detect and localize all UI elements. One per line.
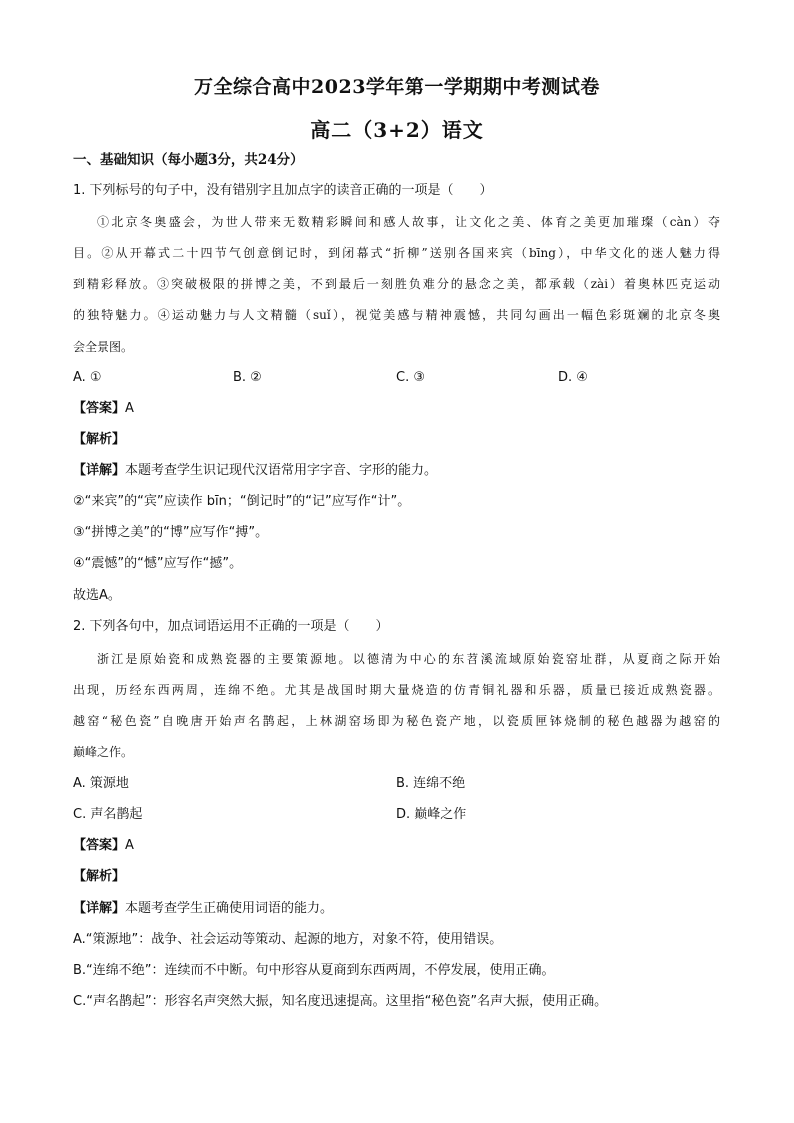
- q1-passage-line: 目。②从开幕式二十四节气创意倒记时，到闭幕式“折柳”送别各国来宾（bīng），中华文化的迷人魅力得: [73, 246, 721, 260]
- q2-explanation-line: C.“声名鹊起”：形容名声突然大振，知名度迅速提高。这里指“秘色瓷”名声大振，使用正确。: [73, 994, 608, 1009]
- detail-label: 【详解】: [73, 463, 126, 478]
- q2-detail: [73, 900, 333, 918]
- q2-option-b: B. 连绵不绝: [396, 776, 466, 791]
- q2-option-a: A. 策源地: [73, 776, 129, 791]
- q1-option-d: D. ④: [558, 370, 588, 385]
- answer-value: A: [125, 401, 134, 416]
- q2-passage-line: 巅峰之作。: [73, 745, 134, 759]
- analysis-label: 【解析】: [73, 869, 126, 884]
- detail-label: 【详解】: [73, 901, 126, 916]
- q2-passage-line: 出现，历经东西两周，连绵不绝。尤其是战国时期大量烧造的仿青铜礼器和乐器，质量已接近成熟瓷器。: [73, 683, 720, 697]
- q2-explanation-line: B.“连绵不绝”：连续而不中断。句中形容从夏商到东西两周，不停发展，使用正确。: [73, 963, 555, 978]
- q1-conclusion: 故选A。: [73, 588, 121, 603]
- q1-option-c: C. ③: [396, 370, 425, 385]
- q1-explanation-line: ④“震憾”的“憾”应写作“撼”。: [73, 556, 243, 571]
- q1-option-a: A. ①: [73, 370, 102, 385]
- detail-text: 本题考查学生识记现代汉语常用字字音、字形的能力。: [125, 463, 438, 478]
- q2-passage-line: 越窑“秘色瓷”自晚唐开始声名鹊起，上林湖窑场即为秘色瓷产地，以瓷质匣钵烧制的秘色越器为越窑的: [73, 714, 720, 728]
- exam-title: 万全综合高中2023学年第一学期期中考测试卷: [194, 76, 600, 98]
- q1-passage-line: 到精彩释放。③突破极限的拼博之美，不到最后一刻胜负难分的悬念之美，都承载（zài）着奥林匹克运动: [73, 277, 720, 291]
- q2-passage-line: 浙江是原始瓷和成熟瓷器的主要策源地。以德清为中心的东苕溪流域原始瓷窑址群，从夏商之际开始: [97, 652, 720, 666]
- answer-label: 【答案】: [73, 401, 126, 416]
- section-heading: 一、基础知识（每小题3分，共24分）: [73, 152, 304, 168]
- q2-analysis: [73, 868, 125, 886]
- analysis-label: 【解析】: [73, 432, 126, 447]
- q1-explanation-line: ③“拼博之美”的“博”应写作“搏”。: [73, 525, 269, 540]
- q2-stem: 2. 下列各句中，加点词语运用不正确的一项是（ ）: [73, 619, 389, 634]
- answer-label: 【答案】: [73, 838, 126, 853]
- q1-stem: 1. 下列标号的句子中，没有错别字且加点字的读音正确的一项是（ ）: [73, 183, 493, 198]
- q1-answer: [73, 400, 134, 418]
- q2-explanation-line: A.“策源地”：战争、社会运动等策动、起源的地方，对象不符，使用错误。: [73, 932, 503, 947]
- answer-value: A: [125, 838, 134, 853]
- q1-passage-line: 会全景图。: [73, 340, 134, 354]
- exam-subtitle: 高二（3+2）语文: [310, 118, 484, 142]
- q1-explanation-line: ②“来宾”的“宾”应读作 bīn；“倒记时”的“记”应写作“计”。: [73, 494, 411, 509]
- q1-analysis: [73, 431, 125, 449]
- q1-detail: [73, 462, 437, 480]
- q2-option-c: C. 声名鹊起: [73, 807, 143, 822]
- q1-passage-line: ①北京冬奥盛会，为世人带来无数精彩瞬间和感人故事，让文化之美、体育之美更加璀璨（càn）夺: [97, 215, 720, 229]
- detail-text: 本题考查学生正确使用词语的能力。: [125, 901, 334, 916]
- q2-answer: [73, 837, 134, 855]
- q1-passage-line: 的独特魅力。④运动魅力与人文精髓（suǐ），视觉美感与精神震憾，共同勾画出一幅色彩斑斓的北京冬奥: [73, 308, 720, 322]
- q1-option-b: B. ②: [233, 370, 262, 385]
- q2-option-d: D. 巅峰之作: [396, 807, 467, 822]
